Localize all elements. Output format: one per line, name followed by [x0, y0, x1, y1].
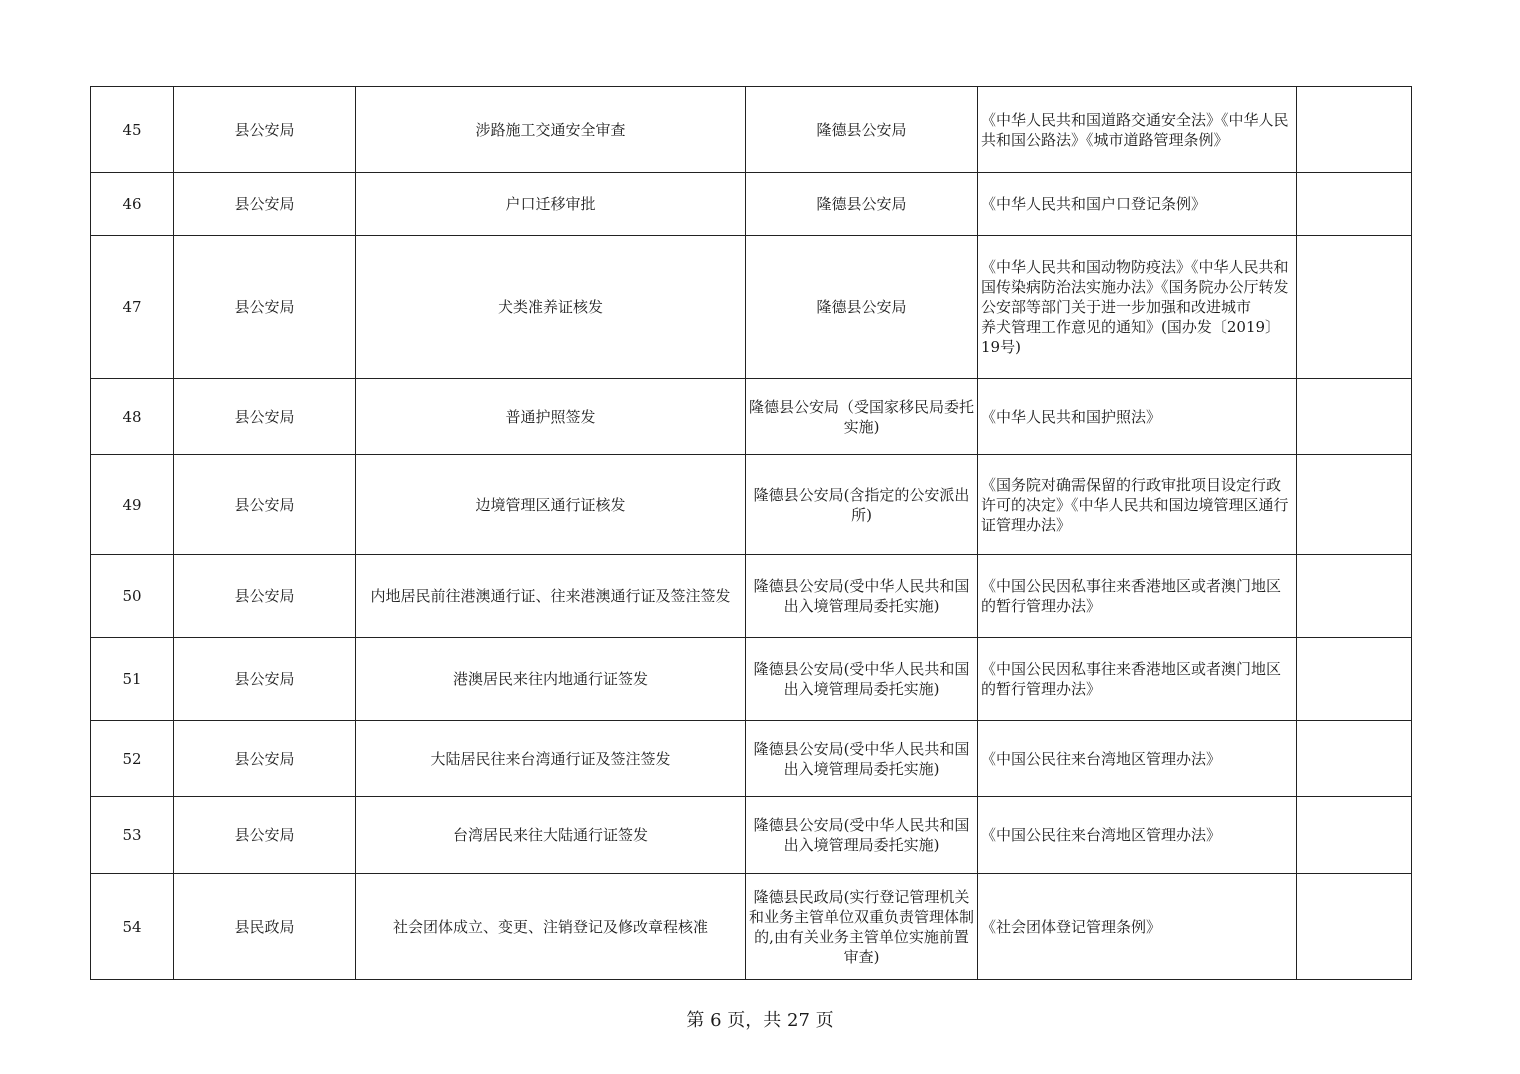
department-cell: 县公安局 [174, 87, 356, 173]
department-cell: 县公安局 [174, 379, 356, 455]
implementing-org-cell: 隆德县公安局 [746, 173, 978, 236]
row-number: 46 [91, 173, 174, 236]
legal-basis-cell: 《社会团体登记管理条例》 [978, 874, 1297, 980]
table-row [91, 797, 1412, 874]
remark-cell [1297, 379, 1412, 455]
legal-basis-cell: 《中国公民往来台湾地区管理办法》 [978, 797, 1297, 874]
legal-basis-cell: 《中华人民共和国护照法》 [978, 379, 1297, 455]
row-number: 50 [91, 555, 174, 638]
table-row [91, 874, 1412, 980]
row-number: 47 [91, 236, 174, 379]
remark-cell [1297, 87, 1412, 173]
implementing-org-cell: 隆德县公安局(含指定的公安派出所) [746, 455, 978, 555]
row-number: 54 [91, 874, 174, 980]
item-name-cell: 港澳居民来往内地通行证签发 [356, 638, 746, 721]
implementing-org-cell: 隆德县公安局（受国家移民局委托实施) [746, 379, 978, 455]
implementing-org-cell: 隆德县公安局(受中华人民共和国出入境管理局委托实施) [746, 555, 978, 638]
approval-items-table [90, 86, 1412, 980]
row-number: 53 [91, 797, 174, 874]
legal-basis-cell: 《中华人民共和国道路交通安全法》《中华人民共和国公路法》《城市道路管理条例》 [978, 87, 1297, 173]
implementing-org-cell: 隆德县公安局(受中华人民共和国出入境管理局委托实施) [746, 721, 978, 797]
implementing-org-cell: 隆德县公安局 [746, 87, 978, 173]
row-number: 52 [91, 721, 174, 797]
table-row [91, 173, 1412, 236]
page-number-text: 第 6 页，共 27 页 [686, 1010, 834, 1031]
legal-basis-cell: 《国务院对确需保留的行政审批项目设定行政许可的决定》《中华人民共和国边境管理区通行证管理办法》 [978, 455, 1297, 555]
item-name-cell: 户口迁移审批 [356, 173, 746, 236]
legal-basis-cell: 《中国公民往来台湾地区管理办法》 [978, 721, 1297, 797]
row-number: 51 [91, 638, 174, 721]
remark-cell [1297, 721, 1412, 797]
table-row [91, 555, 1412, 638]
department-cell: 县公安局 [174, 721, 356, 797]
table-row [91, 455, 1412, 555]
row-number: 49 [91, 455, 174, 555]
remark-cell [1297, 455, 1412, 555]
item-name-cell: 内地居民前往港澳通行证、往来港澳通行证及签注签发 [356, 555, 746, 638]
legal-basis-cell: 《中国公民因私事往来香港地区或者澳门地区的暂行管理办法》 [978, 555, 1297, 638]
table-row [91, 87, 1412, 173]
table-row [91, 379, 1412, 455]
department-cell: 县公安局 [174, 455, 356, 555]
row-number: 48 [91, 379, 174, 455]
row-number: 45 [91, 87, 174, 173]
item-name-cell: 台湾居民来往大陆通行证签发 [356, 797, 746, 874]
remark-cell [1297, 797, 1412, 874]
remark-cell [1297, 874, 1412, 980]
department-cell: 县公安局 [174, 173, 356, 236]
legal-basis-cell: 《中华人民共和国户口登记条例》 [978, 173, 1297, 236]
item-name-cell: 涉路施工交通安全审查 [356, 87, 746, 173]
remark-cell [1297, 236, 1412, 379]
implementing-org-cell: 隆德县民政局(实行登记管理机关和业务主管单位双重负责管理体制的,由有关业务主管单位实施前置审查) [746, 874, 978, 980]
item-name-cell: 普通护照签发 [356, 379, 746, 455]
table-row [91, 638, 1412, 721]
remark-cell [1297, 638, 1412, 721]
implementing-org-cell: 隆德县公安局(受中华人民共和国出入境管理局委托实施) [746, 797, 978, 874]
item-name-cell: 边境管理区通行证核发 [356, 455, 746, 555]
department-cell: 县公安局 [174, 638, 356, 721]
department-cell: 县公安局 [174, 555, 356, 638]
department-cell: 县公安局 [174, 236, 356, 379]
legal-basis-cell: 《中国公民因私事往来香港地区或者澳门地区的暂行管理办法》 [978, 638, 1297, 721]
item-name-cell: 大陆居民往来台湾通行证及签注签发 [356, 721, 746, 797]
implementing-org-cell: 隆德县公安局 [746, 236, 978, 379]
department-cell: 县民政局 [174, 874, 356, 980]
table-row [91, 236, 1412, 379]
department-cell: 县公安局 [174, 797, 356, 874]
implementing-org-cell: 隆德县公安局(受中华人民共和国出入境管理局委托实施) [746, 638, 978, 721]
page-footer [0, 1009, 1520, 1033]
item-name-cell: 犬类准养证核发 [356, 236, 746, 379]
legal-basis-cell: 《中华人民共和国动物防疫法》《中华人民共和国传染病防治法实施办法》《国务院办公厅转发公安部等部门关于进一步加强和改进城市 养犬管理工作意见的通知》(国办发〔2019〕19号) [978, 236, 1297, 379]
remark-cell [1297, 555, 1412, 638]
item-name-cell: 社会团体成立、变更、注销登记及修改章程核准 [356, 874, 746, 980]
remark-cell [1297, 173, 1412, 236]
table-row [91, 721, 1412, 797]
